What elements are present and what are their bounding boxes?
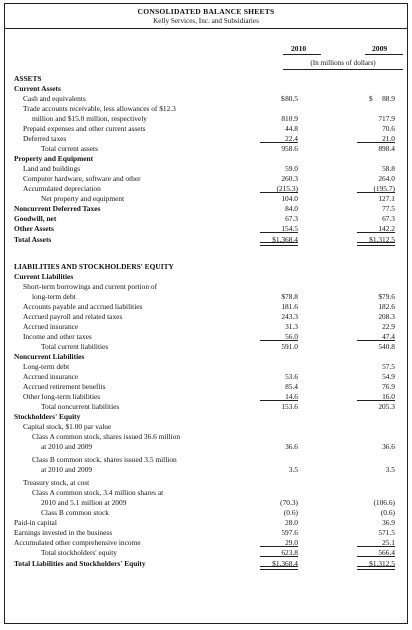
row-label: Current Liabilities <box>14 272 74 281</box>
balance-row <box>5 465 407 475</box>
value-2010: 958.6 <box>281 144 298 153</box>
balance-row <box>5 372 407 382</box>
value-2010: 260.3 <box>281 174 298 183</box>
row-label: Property and Equipment <box>14 154 94 163</box>
value-2009: 566.4 <box>355 548 395 558</box>
row-label: Total noncurrent liabilities <box>41 402 120 411</box>
row-label: Total stockholders' equity <box>41 548 117 557</box>
balance-row <box>5 204 407 214</box>
value-2010: 3.5 <box>288 465 298 474</box>
balance-row <box>5 432 407 442</box>
balance-row <box>5 154 407 164</box>
value-2009: 3.5 <box>385 465 395 474</box>
balance-row <box>5 402 407 412</box>
row-label: Class A common stock, 3.4 million shares at <box>32 488 164 497</box>
value-2009: 88.9 <box>382 94 395 103</box>
balance-row <box>5 104 407 114</box>
row-label: Accounts payable and accrued liabilities <box>23 302 143 311</box>
value-2009: 77.5 <box>382 204 395 213</box>
row-label: Accrued retirement benefits <box>23 382 106 391</box>
balance-row <box>5 382 407 392</box>
row-label: 2010 and 5.1 million at 2009 <box>41 498 127 507</box>
row-label: Cash and equivalents <box>23 94 86 103</box>
row-label: at 2010 and 2009 <box>41 442 93 451</box>
balance-row <box>5 322 407 332</box>
value-2010: (70.3) <box>280 498 298 507</box>
row-label: ASSETS <box>14 74 42 83</box>
value-2009: 58.8 <box>382 164 395 173</box>
balance-row <box>5 262 407 272</box>
row-label: at 2010 and 2009 <box>41 465 93 474</box>
row-label: Deferred taxes <box>23 134 67 143</box>
row-label: Accumulated depreciation <box>23 184 101 193</box>
row-label: Accrued insurance <box>23 372 79 381</box>
value-2009: 127.1 <box>378 194 395 203</box>
balance-row <box>5 144 407 154</box>
value-2010: 53.6 <box>285 372 298 381</box>
balance-row <box>5 518 407 528</box>
value-2009: 540.8 <box>378 342 395 351</box>
balance-row <box>5 84 407 94</box>
row-label: Other long-term liabilities <box>23 392 101 401</box>
value-2010: 597.6 <box>281 528 298 537</box>
balance-row <box>5 184 407 194</box>
row-label: Current Assets <box>14 84 61 93</box>
row-label: Class B common stock, shares issued 3.5 million <box>32 455 177 464</box>
balance-row <box>5 302 407 312</box>
balance-row <box>5 528 407 538</box>
value-2009: 571.5 <box>378 528 395 537</box>
row-label: Short-term borrowings and current portion of <box>23 282 158 291</box>
value-2009: 21.0 <box>355 134 395 144</box>
row-label: Noncurrent Deferred Taxes <box>14 204 101 213</box>
balance-row <box>5 455 407 465</box>
row-label: Total Assets <box>14 235 52 244</box>
value-2009: 25.1 <box>355 538 395 548</box>
value-2009: 264.0 <box>378 174 395 183</box>
balance-row <box>5 94 407 104</box>
value-2009: 36.9 <box>382 518 395 527</box>
row-label: Total current assets <box>41 144 98 153</box>
row-label: Class B common stock <box>41 508 109 517</box>
balance-row <box>5 272 407 282</box>
value-2009: (0.6) <box>380 508 395 517</box>
balance-row <box>5 114 407 124</box>
balance-row <box>5 282 407 292</box>
value-2010: (0.6) <box>283 508 298 517</box>
row-label: Goodwill, net <box>14 214 57 223</box>
row-label: Stockholders' Equity <box>14 412 81 421</box>
balance-row <box>5 352 407 362</box>
value-2009: 182.6 <box>378 302 395 311</box>
balance-row <box>5 498 407 508</box>
row-label: Income and other taxes <box>23 332 92 341</box>
value-2010: 810.9 <box>281 114 298 123</box>
balance-row <box>5 164 407 174</box>
value-2010: 29.0 <box>258 538 298 548</box>
value-2010: 67.3 <box>285 214 298 223</box>
balance-row <box>5 508 407 518</box>
value-2010: 154.5 <box>258 224 298 234</box>
value-2009: 16.0 <box>355 392 395 402</box>
row-label: Prepaid expenses and other current assets <box>23 124 146 133</box>
balance-row <box>5 124 407 134</box>
value-2010: 59.0 <box>285 164 298 173</box>
year-header-2010: 2010 <box>291 44 307 53</box>
document-title: CONSOLIDATED BALANCE SHEETS <box>137 7 275 16</box>
value-2009: (106.6) <box>373 498 395 507</box>
value-2009: 22.9 <box>382 322 395 331</box>
value-2010: $1,368.4 <box>258 235 298 245</box>
currency-symbol: $ <box>369 94 373 103</box>
value-2010: 85.4 <box>285 382 298 391</box>
balance-row <box>5 362 407 372</box>
units-label: (In millions of dollars) <box>310 59 376 67</box>
value-2010: $78.8 <box>281 292 298 301</box>
year-header-2009: 2009 <box>372 44 388 53</box>
row-label: Accumulated other comprehensive income <box>14 538 141 547</box>
row-label: Trade accounts receivable, less allowances of $12.3 <box>23 104 176 113</box>
value-2010: 104.0 <box>281 194 298 203</box>
row-label: long-term debt <box>32 292 76 301</box>
row-label: Earnings invested in the business <box>14 528 113 537</box>
row-label: Capital stock, $1.00 par value <box>23 422 112 431</box>
row-label: Paid-in capital <box>14 518 57 527</box>
value-2010: 22.4 <box>258 134 298 144</box>
value-2009: 70.6 <box>382 124 395 133</box>
value-2010: 84.0 <box>285 204 298 213</box>
balance-row <box>5 412 407 422</box>
value-2009: $1,312.5 <box>355 235 395 245</box>
row-label: Net property and equipment <box>41 194 125 203</box>
balance-row <box>5 214 407 224</box>
balance-row <box>5 224 407 234</box>
row-label: Accrued payroll and related taxes <box>23 312 123 321</box>
value-2010: 56.0 <box>258 332 298 342</box>
value-2010: $1,368.4 <box>258 559 298 569</box>
balance-sheet-page <box>4 3 408 624</box>
currency-symbol: $ <box>281 94 285 103</box>
document-subtitle: Kelly Services, Inc. and Subsidiaries <box>153 17 259 25</box>
balance-row <box>5 422 407 432</box>
row-label: Class A common stock, shares issued 36.6 million <box>32 432 181 441</box>
row-label: million and $15.0 million, respectively <box>32 114 147 123</box>
value-2010: 181.6 <box>281 302 298 311</box>
value-2009: 57.5 <box>382 362 395 371</box>
row-label: Total current liabilities <box>41 342 109 351</box>
balance-row <box>5 538 407 548</box>
value-2009: 67.3 <box>382 214 395 223</box>
row-label: Computer hardware, software and other <box>23 174 141 183</box>
balance-row <box>5 442 407 452</box>
value-2009: 898.4 <box>378 144 395 153</box>
row-label: Land and buildings <box>23 164 81 173</box>
balance-row <box>5 292 407 302</box>
balance-sheet-rows <box>5 4 407 623</box>
row-label: Accrued insurance <box>23 322 79 331</box>
value-2009: 205.3 <box>378 402 395 411</box>
value-2010: 28.0 <box>285 518 298 527</box>
value-2010: 623.8 <box>258 548 298 558</box>
value-2009: 76.9 <box>382 382 395 391</box>
value-2009: 54.9 <box>382 372 395 381</box>
balance-row <box>5 134 407 144</box>
balance-row <box>5 548 407 558</box>
value-2009: 47.4 <box>355 332 395 342</box>
value-2010: 44.8 <box>285 124 298 133</box>
value-2010: 31.3 <box>285 322 298 331</box>
value-2009: 36.6 <box>382 442 395 451</box>
value-2010: 243.3 <box>281 312 298 321</box>
balance-row <box>5 174 407 184</box>
value-2009: (195.7) <box>355 184 395 194</box>
balance-row <box>5 74 407 84</box>
value-2010: 14.6 <box>258 392 298 402</box>
balance-row <box>5 478 407 488</box>
value-2010: 80.5 <box>285 94 298 103</box>
balance-row <box>5 488 407 498</box>
value-2010: (215.3) <box>258 184 298 194</box>
balance-row <box>5 559 407 569</box>
balance-row <box>5 392 407 402</box>
row-label: LIABILITIES AND STOCKHOLDERS' EQUITY <box>14 262 174 271</box>
row-label: Treasury stock, at cost <box>23 478 90 487</box>
row-label: Noncurrent Liabilities <box>14 352 85 361</box>
value-2009: $79.6 <box>378 292 395 301</box>
row-label: Long-term debt <box>23 362 70 371</box>
value-2009: 142.2 <box>355 224 395 234</box>
balance-row <box>5 312 407 322</box>
value-2010: 36.6 <box>285 442 298 451</box>
value-2010: 591.0 <box>281 342 298 351</box>
balance-row <box>5 194 407 204</box>
value-2009: $1,312.5 <box>355 559 395 569</box>
balance-row <box>5 235 407 245</box>
value-2009: 717.9 <box>378 114 395 123</box>
balance-row <box>5 332 407 342</box>
row-label: Other Assets <box>14 224 54 233</box>
balance-row <box>5 342 407 352</box>
row-label: Total Liabilities and Stockholders' Equity <box>14 559 146 568</box>
value-2010: 153.6 <box>281 402 298 411</box>
value-2009: 208.3 <box>378 312 395 321</box>
